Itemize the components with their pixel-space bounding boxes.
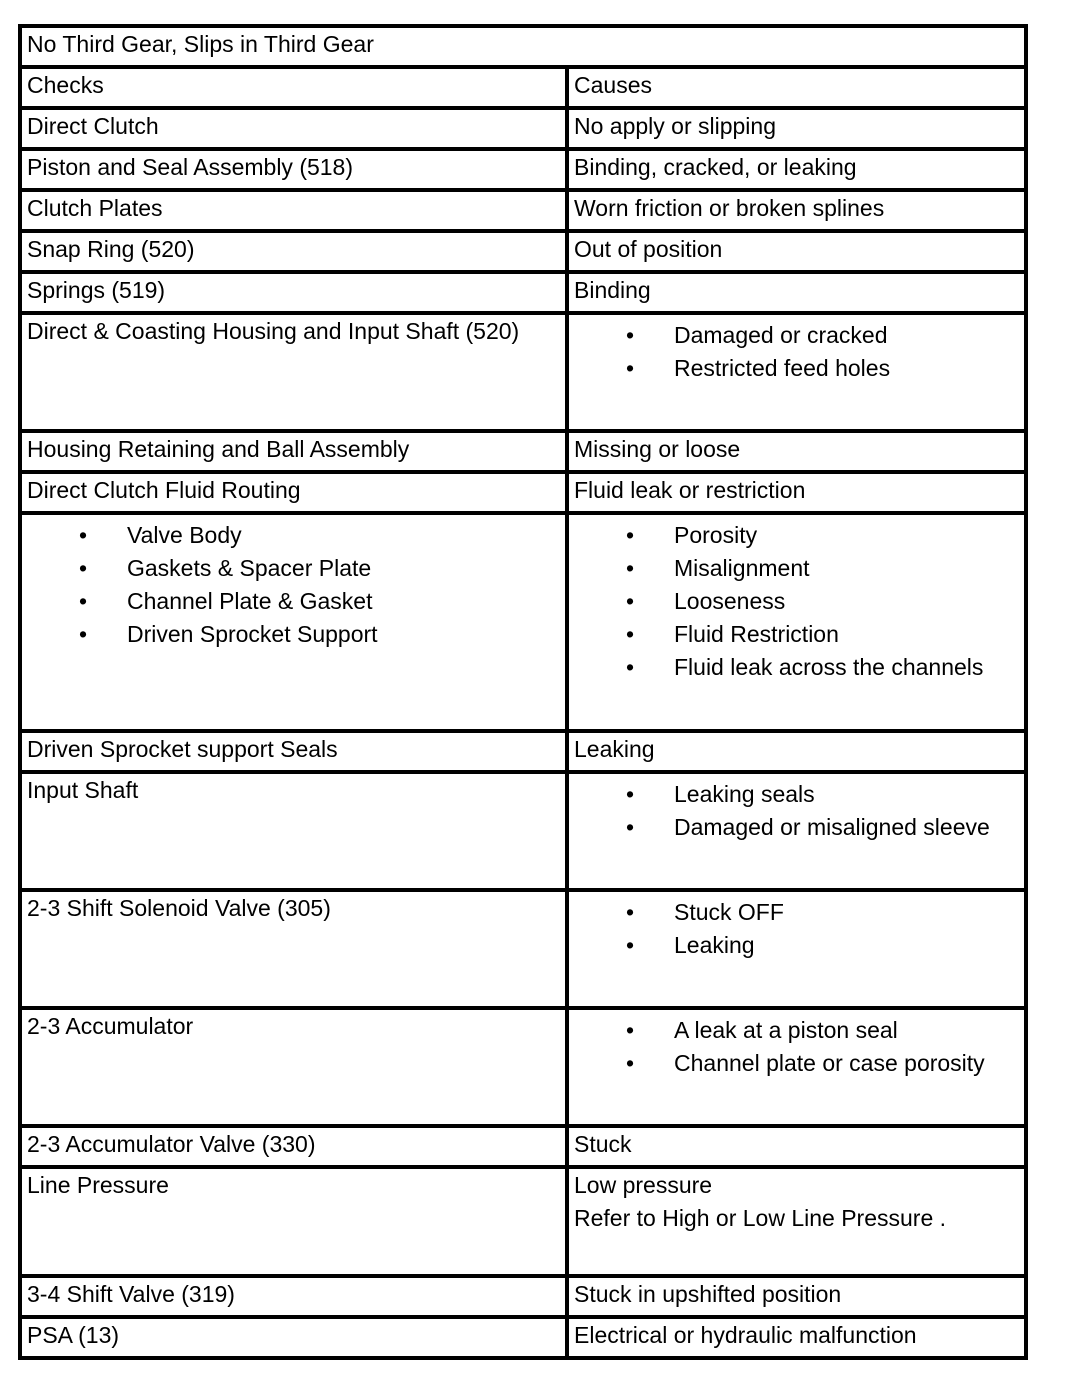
list-item: • Fluid leak across the channels — [574, 651, 1019, 684]
check-cell: 2-3 Accumulator — [20, 1008, 567, 1126]
bullet-icon: • — [626, 932, 635, 958]
cause-cell — [567, 1167, 1026, 1276]
bullet-icon: • — [626, 588, 635, 614]
cause-cell: Out of position — [567, 231, 1026, 272]
check-cell: 2-3 Shift Solenoid Valve (305) — [20, 890, 567, 1008]
table-row — [20, 1008, 1026, 1126]
table-row — [20, 272, 1026, 313]
cause-list — [574, 319, 1019, 385]
list-item: • Fluid Restriction — [574, 618, 1019, 651]
bullet-icon: • — [626, 555, 635, 581]
check-cell: Piston and Seal Assembly (518) — [20, 149, 567, 190]
list-item: • Damaged or misaligned sleeve — [574, 811, 1019, 844]
check-cell: Housing Retaining and Ball Assembly — [20, 431, 567, 472]
check-cell — [20, 513, 567, 731]
diagnosis-table — [18, 24, 1028, 1360]
cause-cell: Stuck in upshifted position — [567, 1276, 1026, 1317]
list-item: • Misalignment — [574, 552, 1019, 585]
list-item: • Channel plate or case porosity — [574, 1047, 1019, 1080]
cause-cell: Binding, cracked, or leaking — [567, 149, 1026, 190]
table-row — [20, 1317, 1026, 1358]
cause-cell: Missing or loose — [567, 431, 1026, 472]
list-item: • Restricted feed holes — [574, 352, 1019, 385]
bullet-icon: • — [626, 522, 635, 548]
table-row — [20, 731, 1026, 772]
check-list — [27, 519, 560, 651]
cause-line: Refer to High or Low Line Pressure . — [574, 1205, 947, 1231]
cause-list — [574, 519, 1019, 684]
cause-cell — [567, 1008, 1026, 1126]
bullet-icon: • — [79, 522, 88, 548]
cause-cell: Leaking — [567, 731, 1026, 772]
table-title: No Third Gear, Slips in Third Gear — [20, 26, 1026, 67]
table-row — [20, 313, 1026, 431]
cause-list — [574, 1014, 1019, 1080]
bullet-icon: • — [626, 621, 635, 647]
bullet-icon: • — [626, 814, 635, 840]
list-item: • Driven Sprocket Support — [27, 618, 560, 651]
cause-cell: Worn friction or broken splines — [567, 190, 1026, 231]
table-title-row — [20, 26, 1026, 67]
bullet-icon: • — [626, 322, 635, 348]
check-cell: Direct Clutch — [20, 108, 567, 149]
list-item: • Looseness — [574, 585, 1019, 618]
table-row — [20, 149, 1026, 190]
check-cell: Input Shaft — [20, 772, 567, 890]
check-cell: PSA (13) — [20, 1317, 567, 1358]
check-cell: Direct & Coasting Housing and Input Shaft (520) — [20, 313, 567, 431]
bullet-icon: • — [626, 781, 635, 807]
cause-cell: No apply or slipping — [567, 108, 1026, 149]
cause-cell: Stuck — [567, 1126, 1026, 1167]
cause-cell: Binding — [567, 272, 1026, 313]
check-cell: Driven Sprocket support Seals — [20, 731, 567, 772]
bullet-icon: • — [79, 588, 88, 614]
check-cell: Springs (519) — [20, 272, 567, 313]
check-cell: Line Pressure — [20, 1167, 567, 1276]
table-row — [20, 108, 1026, 149]
list-item: • A leak at a piston seal — [574, 1014, 1019, 1047]
list-item: • Leaking seals — [574, 778, 1019, 811]
cause-line: Low pressure — [574, 1172, 713, 1198]
bullet-icon: • — [626, 1017, 635, 1043]
list-item: • Channel Plate & Gasket — [27, 585, 560, 618]
table-row — [20, 772, 1026, 890]
table-row — [20, 1126, 1026, 1167]
bullet-icon: • — [626, 654, 635, 680]
list-item: • Stuck OFF — [574, 896, 1019, 929]
cause-cell — [567, 513, 1026, 731]
cause-cell: Electrical or hydraulic malfunction — [567, 1317, 1026, 1358]
check-cell: 3-4 Shift Valve (319) — [20, 1276, 567, 1317]
list-item: • Porosity — [574, 519, 1019, 552]
table-row — [20, 1276, 1026, 1317]
bullet-icon: • — [79, 555, 88, 581]
list-item: • Leaking — [574, 929, 1019, 962]
cause-cell — [567, 890, 1026, 1008]
check-cell: Snap Ring (520) — [20, 231, 567, 272]
bullet-icon: • — [626, 1050, 635, 1076]
table-row — [20, 890, 1026, 1008]
bullet-icon: • — [626, 355, 635, 381]
list-item: • Gaskets & Spacer Plate — [27, 552, 560, 585]
table-header-row — [20, 67, 1026, 108]
check-cell: Direct Clutch Fluid Routing — [20, 472, 567, 513]
cause-cell: Fluid leak or restriction — [567, 472, 1026, 513]
header-checks: Checks — [20, 67, 567, 108]
list-item: • Damaged or cracked — [574, 319, 1019, 352]
cause-list — [574, 778, 1019, 844]
cause-list — [574, 896, 1019, 962]
check-cell: 2-3 Accumulator Valve (330) — [20, 1126, 567, 1167]
table-row — [20, 190, 1026, 231]
cause-cell — [567, 772, 1026, 890]
table-row — [20, 513, 1026, 731]
header-causes: Causes — [567, 67, 1026, 108]
list-item: • Valve Body — [27, 519, 560, 552]
table-row — [20, 231, 1026, 272]
table-row — [20, 431, 1026, 472]
cause-cell — [567, 313, 1026, 431]
bullet-icon: • — [626, 899, 635, 925]
bullet-icon: • — [79, 621, 88, 647]
table-row — [20, 472, 1026, 513]
table-row — [20, 1167, 1026, 1276]
check-cell: Clutch Plates — [20, 190, 567, 231]
